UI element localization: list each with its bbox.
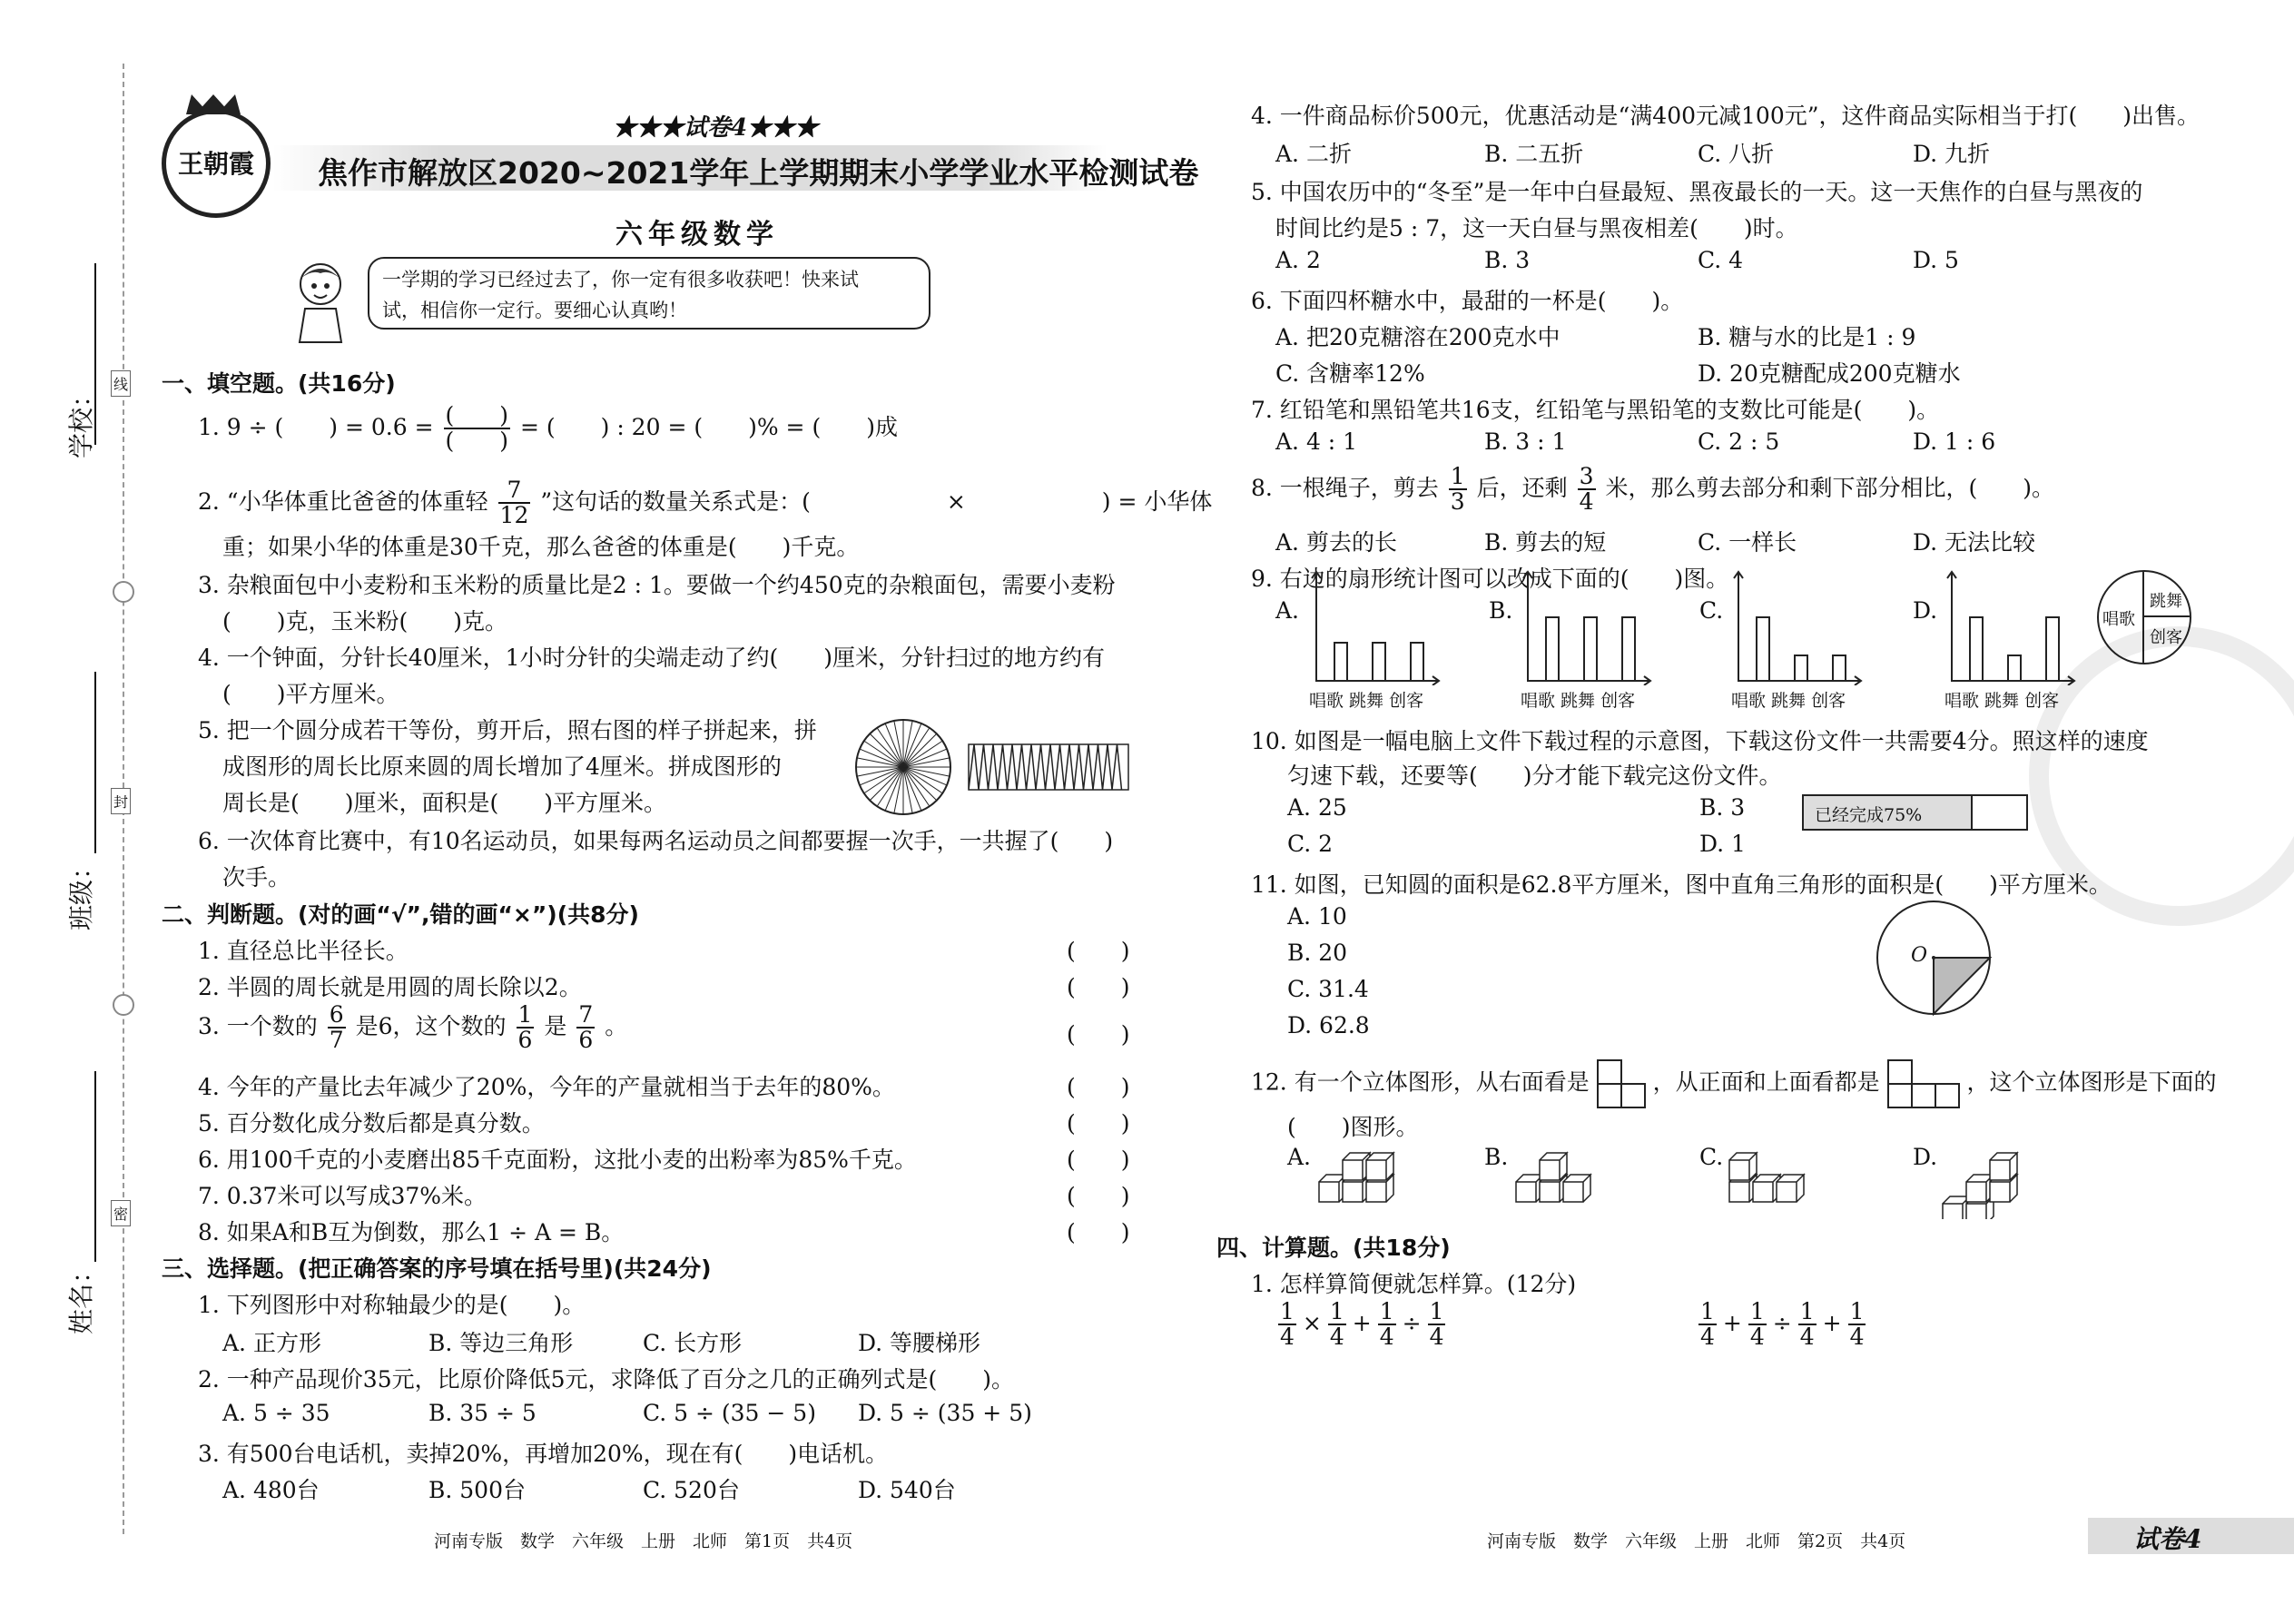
fraction: $\frac{1}{4}$ <box>1849 1298 1865 1351</box>
chart-bar <box>1546 617 1559 681</box>
circle-center-label: O <box>1911 944 1928 967</box>
choice-q8-part-b: 后，还剩 <box>1476 474 1568 501</box>
fill-q5-line2: 成图形的周长比原来圆的周长增加了4厘米。拼成图形的 <box>222 753 782 780</box>
choice-option: D. 九折 <box>1913 141 1991 167</box>
choice-option: B. 20 <box>1287 940 1348 966</box>
binding-hole-icon <box>113 581 134 603</box>
q9-axis-labels: 唱歌 跳舞 创客 <box>1521 691 1636 711</box>
fill-q6-line2: 次手。 <box>222 864 291 891</box>
q12-option-letter: C. <box>1699 1144 1724 1170</box>
choice-option: C. 含糖率12% <box>1275 360 1425 387</box>
q9-bar-chart-b <box>1519 567 1655 685</box>
choice-q2: 2. 一种产品现价35元，比原价降低5元，求降低了百分之几的正确列式是( )。 <box>198 1366 1015 1393</box>
choice-option: D. 无法比较 <box>1913 529 2036 556</box>
choice-option: B. 500台 <box>428 1477 526 1503</box>
student-cartoon-icon <box>289 259 352 345</box>
rearranged-parallelogram-diagram <box>967 740 1130 800</box>
pie-divider <box>2144 615 2190 617</box>
choice-option: B. 等边三角形 <box>428 1330 574 1356</box>
footer-tag: 试卷4 <box>2133 1524 2202 1554</box>
judge-answer-paren[interactable]: ( ) <box>1067 1074 1130 1100</box>
choice-option: B. 二五折 <box>1484 141 1584 167</box>
chart-bar <box>1584 617 1597 681</box>
judge-3-part-b: 是6，这个数的 <box>355 1012 507 1039</box>
judge-item: 8. 如果A和B互为倒数，那么1 ÷ A = B。 <box>198 1219 625 1245</box>
chart-bar <box>1757 617 1769 681</box>
pie-label-dance: 跳舞 <box>2150 592 2182 611</box>
fraction: $\frac{1}{4}$ <box>1749 1298 1765 1351</box>
choice-q8-part-c: 米，那么剪去部分和剩下部分相比，( )。 <box>1605 474 2054 501</box>
chart-bar <box>2046 617 2059 681</box>
brand-logo <box>162 109 271 218</box>
judge-3-part-d: 。 <box>605 1012 628 1039</box>
choice-q10-line2: 匀速下载，还要等( )分才能下载完这份文件。 <box>1287 763 1782 789</box>
right-view-icon <box>1597 1059 1646 1108</box>
section-fill-title: 一、填空题。(共16分) <box>162 370 396 397</box>
section-choice-title: 三、选择题。(把正确答案的序号填在括号里)(共24分) <box>162 1255 712 1282</box>
pie-label-sing: 唱歌 <box>2102 610 2135 629</box>
choice-q12-part-c: ，这个立体图形是下面的 <box>1966 1068 2217 1096</box>
choice-option: D. 5 <box>1913 247 1959 273</box>
choice-option: C. 31.4 <box>1287 976 1369 1002</box>
choice-option: C. 4 <box>1698 247 1744 273</box>
judge-answer-paren[interactable]: ( ) <box>1067 1110 1130 1137</box>
choice-q7: 7. 红铅笔和黑铅笔共16支，红铅笔与黑铅笔的支数比可能是( )。 <box>1251 397 1940 423</box>
judge-item: 4. 今年的产量比去年减少了20%，今年的产量就相当于去年的80%。 <box>198 1074 895 1100</box>
fraction: $\frac{6}{7}$ <box>329 1001 344 1054</box>
bubble-line-1: 一学期的学习已经过去了，你一定有很多收获吧！快来试 <box>382 269 859 290</box>
choice-option: C. 一样长 <box>1698 529 1797 556</box>
choice-q8-part-a: 8. 一根绳子，剪去 <box>1251 474 1439 501</box>
choice-option: D. 540台 <box>858 1477 956 1503</box>
choice-q3: 3. 有500台电话机，卖掉20%，再增加20%，现在有( )电话机。 <box>198 1441 889 1467</box>
operator: ÷ <box>1402 1309 1422 1336</box>
chart-bar <box>1970 617 1983 681</box>
fill-q1-part-b: = ( ) : 20 = ( )% = ( )成 <box>519 413 898 440</box>
choice-option: D. 1 : 6 <box>1913 428 1996 455</box>
fraction: $\frac{1}{4}$ <box>1799 1298 1815 1351</box>
choice-q11: 11. 如图，已知圆的面积是62.8平方厘米，图中直角三角形的面积是( )平方厘米。 <box>1251 871 2112 898</box>
judge-item: 1. 直径总比半径长。 <box>198 938 409 964</box>
sector-circle-diagram <box>853 717 953 822</box>
bubble-line-2: 试，相信你一定行。要细心认真哟！ <box>382 300 687 321</box>
binding-class-label: 班级： <box>66 853 96 930</box>
chart-bar <box>1411 643 1423 681</box>
choice-option: C. 八折 <box>1698 141 1775 167</box>
choice-q4: 4. 一件商品标价500元，优惠活动是“满400元减100元”，这件商品实际相当于打( )出售。 <box>1251 103 2200 129</box>
fill-q6-line1: 6. 一次体育比赛中，有10名运动员，如果每两名运动员之间都要握一次手，一共握了( ) <box>198 828 1114 854</box>
choice-q12-part-a: 12. 有一个立体图形，从右面看是 <box>1251 1068 1590 1096</box>
choice-option: A. 二折 <box>1275 141 1352 167</box>
fill-q3-line2: ( )克，玉米粉( )克。 <box>222 608 508 635</box>
cube <box>1729 1153 1757 1180</box>
judge-item: 6. 用100千克的小麦磨出85千克面粉，这批小麦的出粉率为85%千克。 <box>198 1147 917 1173</box>
fraction: $\frac{3}{4}$ <box>1579 463 1594 516</box>
fill-q3-line1: 3. 杂粮面包中小麦粉和玉米粉的质量比是2 : 1。要做一个约450克的杂粮面包，需要小麦粉 <box>198 572 1116 598</box>
fill-q4-line1: 4. 一个钟面，分针长40厘米，1小时分针的尖端走动了约( )厘米，分针扫过的地方约有 <box>198 645 1106 671</box>
binding-mark-secret: 密 <box>111 1200 131 1226</box>
choice-option: A. 4 : 1 <box>1275 428 1358 455</box>
fill-q2-line2: 重；如果小华的体重是30千克，那么爸爸的体重是( )千克。 <box>222 534 860 560</box>
chart-bar <box>1622 617 1635 681</box>
section-calc-title: 四、计算题。(共18分) <box>1216 1235 1451 1261</box>
choice-q5-line1: 5. 中国农历中的“冬至”是一年中白昼最短、黑夜最长的一天。这一天焦作的白昼与黑夜的 <box>1251 179 2143 205</box>
fraction: $\frac{1}{4}$ <box>1700 1298 1715 1351</box>
choice-q12-line2: ( )图形。 <box>1287 1114 1419 1140</box>
cube-stack-d <box>1938 1142 2029 1225</box>
circle-triangle-diagram <box>1875 899 1993 1022</box>
q12-option-letter: B. <box>1484 1144 1509 1170</box>
judge-item: 2. 半圆的周长就是用圆的周长除以2。 <box>198 974 582 1000</box>
logo-crown-icon <box>186 94 241 114</box>
binding-mark-line: 线 <box>111 370 131 397</box>
chart-bar <box>1334 643 1347 681</box>
binding-hole-icon <box>113 994 134 1016</box>
q9-option-letter: D. <box>1913 597 1938 624</box>
cube-stack-c <box>1725 1142 1816 1211</box>
q9-option-letter: B. <box>1489 597 1513 624</box>
choice-q1: 1. 下列图形中对称轴最少的是( )。 <box>198 1292 586 1318</box>
choice-q8 <box>1251 465 2054 515</box>
choice-option: A. 10 <box>1287 903 1347 930</box>
choice-option: A. 5 ÷ 35 <box>222 1400 330 1426</box>
download-progress-bar <box>1802 794 2028 831</box>
choice-option: B. 3 : 1 <box>1484 428 1567 455</box>
q9-axis-labels: 唱歌 跳舞 创客 <box>1309 691 1424 711</box>
fraction: $\frac{1}{4}$ <box>1280 1298 1295 1351</box>
judge-3-part-a: 3. 一个数的 <box>198 1012 318 1039</box>
cube <box>1563 1175 1590 1202</box>
paper-tag: ★★★试卷4★★★ <box>613 114 819 142</box>
fill-q1 <box>198 404 898 454</box>
cube <box>1777 1175 1804 1202</box>
judge-item: 5. 百分数化成分数后都是真分数。 <box>198 1110 545 1137</box>
q9-bar-chart-a <box>1307 567 1443 685</box>
choice-option: A. 正方形 <box>222 1330 321 1356</box>
fraction: $\frac{1}{6}$ <box>517 1001 533 1054</box>
choice-option: D. 62.8 <box>1287 1012 1370 1038</box>
section-judge-title: 二、判断题。(对的画“√”,错的画“×”)(共8分) <box>162 901 639 928</box>
choice-option: A. 25 <box>1287 794 1347 821</box>
judge-answer-paren[interactable]: ( ) <box>1067 1183 1130 1209</box>
fraction: $\frac{7}{12}$ <box>499 477 529 529</box>
cube <box>1540 1153 1567 1180</box>
calc-expression-1 <box>1275 1300 1448 1350</box>
binding-mark-seal: 封 <box>111 788 131 814</box>
choice-q6: 6. 下面四杯糖水中，最甜的一杯是( )。 <box>1251 288 1684 314</box>
footer-right: 河南专版 数学 六年级 上册 北师 第2页 共4页 <box>1487 1531 1906 1551</box>
front-top-view-icon <box>1887 1059 1960 1108</box>
judge-answer-paren[interactable]: ( ) <box>1067 1219 1130 1245</box>
fill-q2-part-b: ”这句话的数量关系式是：( × ) = 小华体 <box>540 487 1213 515</box>
choice-option: B. 剪去的短 <box>1484 529 1607 556</box>
q9-axis-labels: 唱歌 跳舞 创客 <box>1944 691 2060 711</box>
school-field-line <box>94 263 96 445</box>
q9-axis-labels: 唱歌 跳舞 创客 <box>1731 691 1846 711</box>
choice-option: B. 35 ÷ 5 <box>428 1400 537 1426</box>
judge-answer-paren[interactable]: ( ) <box>1067 1147 1130 1173</box>
operator: × <box>1302 1309 1322 1336</box>
choice-option: A. 把20克糖溶在200克水中 <box>1275 324 1561 350</box>
pie-label-maker: 创客 <box>2150 628 2182 647</box>
operator: + <box>1352 1309 1372 1336</box>
brand-logo-text: 王朝霞 <box>177 149 254 179</box>
fill-q5-line3: 周长是( )厘米，面积是( )平方厘米。 <box>222 790 667 816</box>
fill-q5-line1: 5. 把一个圆分成若干等份，剪开后，照右图的样子拼起来，拼 <box>198 717 817 743</box>
choice-option: C. 520台 <box>643 1477 740 1503</box>
choice-q12-part-b: ，从正面和上面看都是 <box>1652 1068 1880 1096</box>
choice-option: C. 长方形 <box>643 1330 743 1356</box>
choice-option: C. 5 ÷ (35 − 5) <box>643 1400 816 1426</box>
subject-title: 六年级数学 <box>615 219 779 251</box>
exam-title: 焦作市解放区2020~2021学年上学期期末小学学业水平检测试卷 <box>318 155 1199 191</box>
operator: ÷ <box>1772 1309 1792 1336</box>
cube <box>1990 1153 2017 1180</box>
q9-option-letter: A. <box>1275 597 1300 624</box>
name-field-line <box>94 1071 96 1262</box>
choice-option: D. 1 <box>1699 831 1746 857</box>
calc-q1: 1. 怎样算简便就怎样算。(12分) <box>1251 1271 1577 1297</box>
judge-item: 7. 0.37米可以写成37%米。 <box>198 1183 487 1209</box>
fraction: $\frac{1}{4}$ <box>1379 1298 1394 1351</box>
choice-option: A. 480台 <box>222 1477 320 1503</box>
binding-school-label: 学校： <box>66 381 96 458</box>
choice-option: D. 20克糖配成200克糖水 <box>1698 360 1961 387</box>
cube-stack-b <box>1511 1142 1602 1211</box>
fill-q1-part-a: 1. 9 ÷ ( ) = 0.6 = <box>198 413 434 440</box>
choice-q5-line2: 时间比约是5 : 7，这一天白昼与黑夜相差( )时。 <box>1275 215 1798 241</box>
chart-bar <box>1795 655 1807 681</box>
choice-q12 <box>1251 1059 2217 1108</box>
q9-bar-chart-c <box>1729 567 1866 685</box>
choice-option: B. 3 <box>1484 247 1531 273</box>
operator: + <box>1822 1309 1842 1336</box>
binding-name-label: 姓名： <box>66 1257 96 1334</box>
judge-item <box>198 1003 627 1053</box>
choice-q10-line1: 10. 如图是一幅电脑上文件下载过程的示意图，下载这份文件一共需要4分。照这样的速度 <box>1251 728 2149 754</box>
cube <box>1366 1153 1393 1180</box>
judge-3-part-c: 是 <box>544 1012 567 1039</box>
class-field-line <box>94 672 96 853</box>
q12-option-letter: D. <box>1913 1144 1938 1170</box>
zigzag-path <box>969 744 1128 790</box>
fraction: $\frac{7}{6}$ <box>578 1001 594 1054</box>
fraction: $\frac{1}{3}$ <box>1450 463 1465 516</box>
choice-option: B. 糖与水的比是1 : 9 <box>1698 324 1916 350</box>
chart-bar <box>1833 655 1846 681</box>
choice-option: D. 5 ÷ (35 + 5) <box>858 1400 1032 1426</box>
fill-q2-line1 <box>198 478 1212 528</box>
choice-option: C. 2 : 5 <box>1698 428 1780 455</box>
choice-option: A. 剪去的长 <box>1275 529 1397 556</box>
blank-fraction: $\frac{( )}{( )}$ <box>445 402 509 455</box>
q9-bar-chart-d <box>1943 567 2079 685</box>
q9-option-letter: C. <box>1699 597 1724 624</box>
choice-option: B. 3 <box>1699 794 1746 821</box>
choice-q9: 9. 右边的扇形统计图可以改成下面的( )图。 <box>1251 566 1729 592</box>
fraction: $\frac{1}{4}$ <box>1329 1298 1344 1351</box>
chart-bar <box>2008 655 2021 681</box>
fill-q4-line2: ( )平方厘米。 <box>222 681 399 707</box>
q12-option-letter: A. <box>1287 1144 1312 1170</box>
choice-option: C. 2 <box>1287 831 1334 857</box>
judge-answer-paren[interactable]: ( ) <box>1067 938 1130 964</box>
footer-left: 河南专版 数学 六年级 上册 北师 第1页 共4页 <box>434 1531 853 1551</box>
speech-bubble <box>368 257 930 330</box>
judge-answer-paren[interactable]: ( ) <box>1067 1021 1130 1048</box>
fill-q2-part-a: 2. “小华体重比爸爸的体重轻 <box>198 487 488 515</box>
chart-bar <box>1373 643 1385 681</box>
calc-expression-2 <box>1696 1300 1868 1350</box>
operator: + <box>1722 1309 1742 1336</box>
fraction: $\frac{1}{4}$ <box>1429 1298 1444 1351</box>
judge-answer-paren[interactable]: ( ) <box>1067 974 1130 1000</box>
choice-option: D. 等腰梯形 <box>858 1330 981 1356</box>
cube-stack-a <box>1314 1142 1405 1211</box>
choice-option: A. 2 <box>1275 247 1321 273</box>
download-progress-label: 已经完成75% <box>1815 805 1923 825</box>
